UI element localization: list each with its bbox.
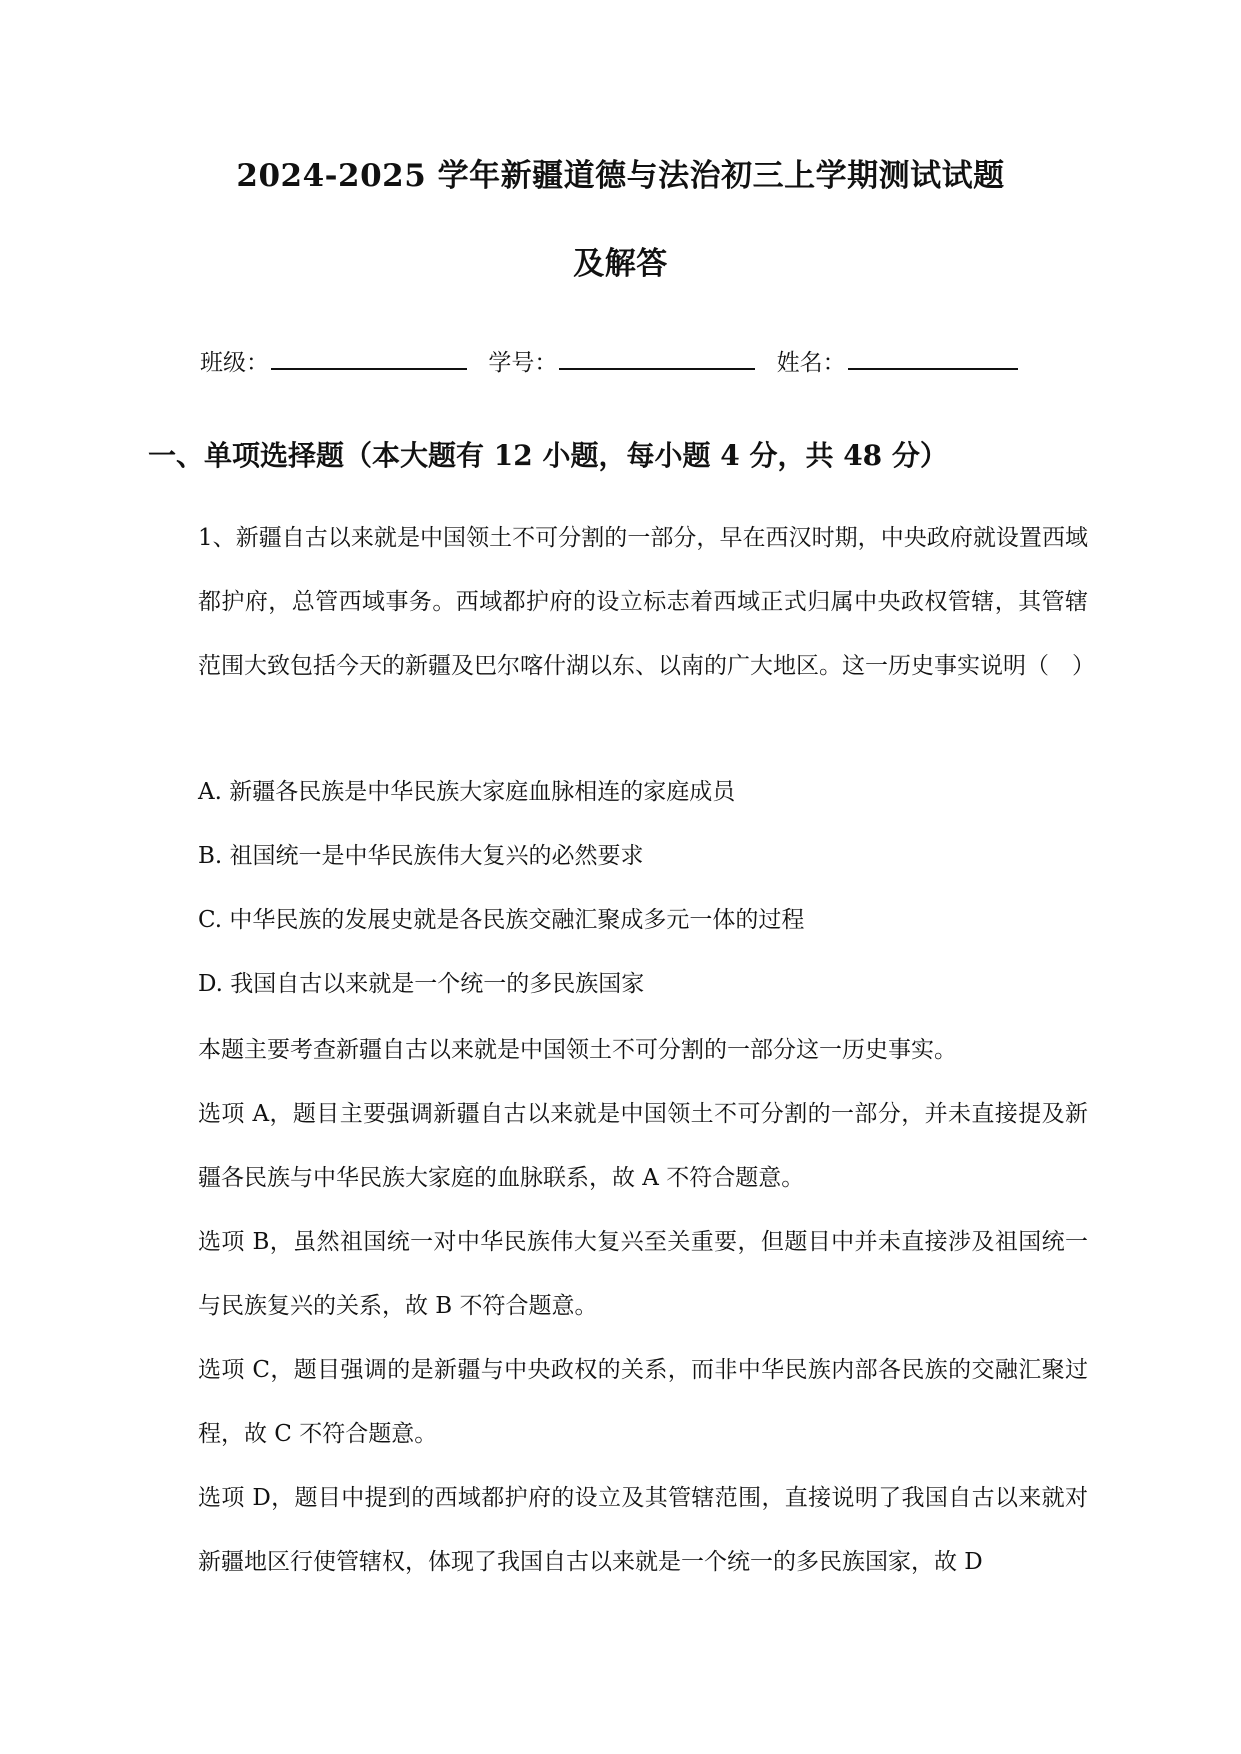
analysis-option-a: 选项 A，题目主要强调新疆自古以来就是中国领土不可分割的一部分，并未直接提及新疆各民族与中华民族大家庭的血脉联系，故 A 不符合题意。 (198, 1101, 1088, 1191)
analysis-option-c: 选项 C，题目强调的是新疆与中央政权的关系，而非中华民族内部各民族的交融汇聚过程，故 C 不符合题意。 (198, 1357, 1088, 1447)
student-id-label: 学号： (488, 350, 558, 376)
question-stem-block (198, 506, 1095, 698)
analysis-intro: 本题主要考查新疆自古以来就是中国领土不可分割的一部分这一历史事实。 (198, 1037, 957, 1063)
student-info-row (200, 346, 1032, 380)
answer-analysis (198, 1018, 1088, 1594)
answer-options (198, 760, 1088, 1016)
student-id-blank (559, 346, 755, 370)
document-title: 2024-2025 学年新疆道德与法治初三上学期测试试题 (236, 158, 1005, 194)
class-label: 班级： (200, 350, 269, 376)
analysis-option-d: 选项 D，题目中提到的西域都护府的设立及其管辖范围，直接说明了我国自古以来就对新疆地区行使管辖权，体现了我国自古以来就是一个统一的多民族国家，故 D (198, 1485, 1088, 1575)
option-a: A. 新疆各民族是中华民族大家庭血脉相连的家庭成员 (198, 779, 736, 805)
class-blank (271, 346, 467, 370)
document-title-continued: 及解答 (573, 246, 668, 282)
analysis-option-b: 选项 B，虽然祖国统一对中华民族伟大复兴至关重要，但题目中并未直接涉及祖国统一与民族复兴的关系，故 B 不符合题意。 (198, 1229, 1088, 1319)
option-d: D. 我国自古以来就是一个统一的多民族国家 (198, 971, 645, 997)
name-label: 姓名： (776, 350, 846, 376)
question-stem: 1、新疆自古以来就是中国领土不可分割的一部分，早在西汉时期，中央政府就设置西域都护府，总管西域事务。西域都护府的设立标志着西域正式归属中央政权管辖，其管辖范围大致包括今天的新疆及巴尔喀什湖以东、以南的广大地区。这一历史事实说明（ ） (198, 525, 1095, 679)
option-b: B. 祖国统一是中华民族伟大复兴的必然要求 (198, 843, 644, 869)
option-c: C. 中华民族的发展史就是各民族交融汇聚成多元一体的过程 (198, 907, 805, 933)
name-blank (848, 346, 1018, 370)
section-heading: 一、单项选择题（本大题有 12 小题，每小题 4 分，共 48 分） (148, 439, 948, 472)
